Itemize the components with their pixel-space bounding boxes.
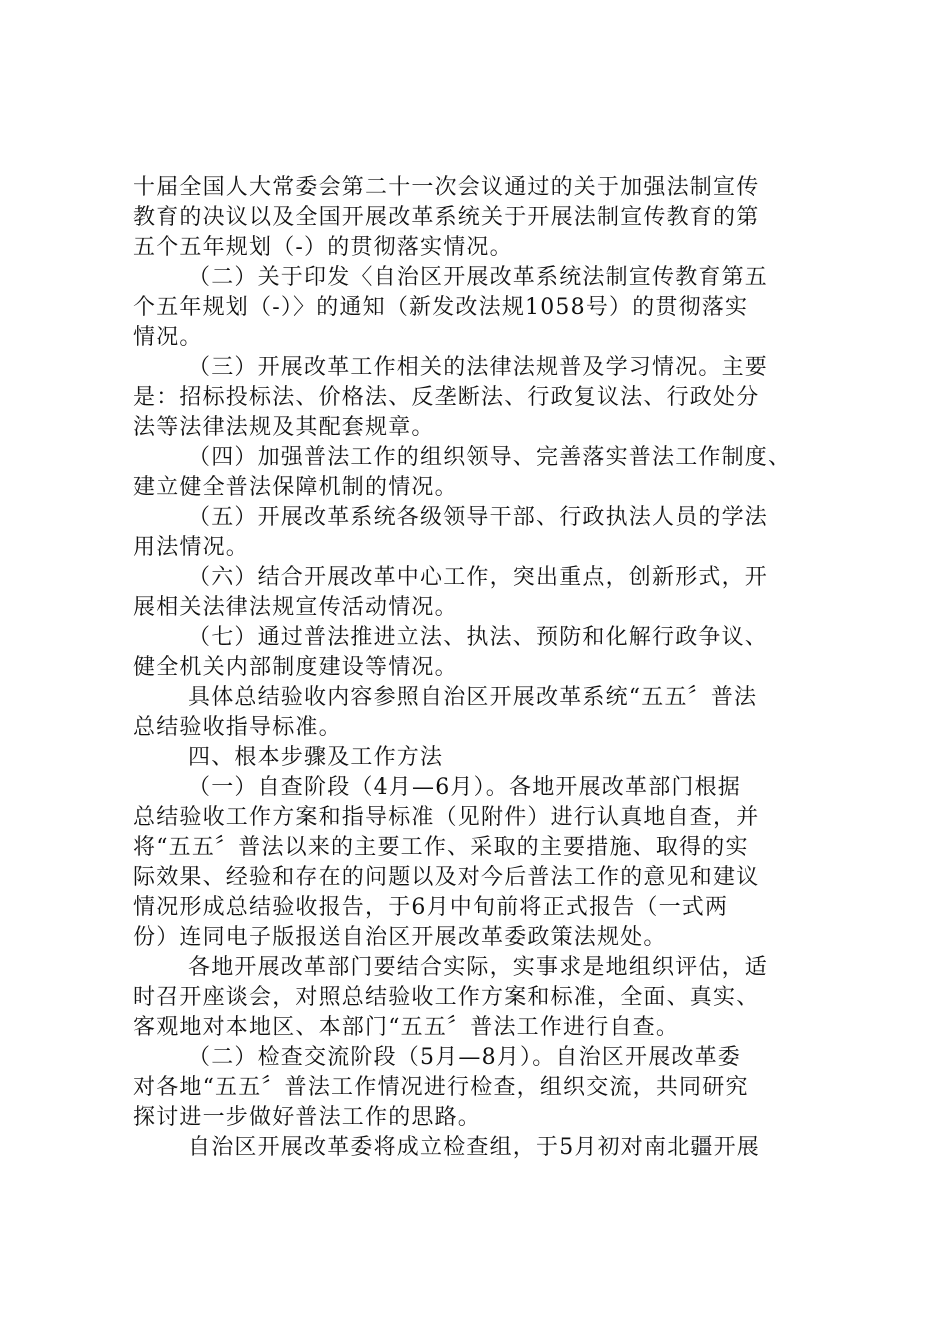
- text-line: 个五年规划（-）〉的通知（新发改法规1058号）的贯彻落实: [133, 295, 749, 320]
- text-line: 健全机关内部制度建设等情况。: [133, 655, 458, 680]
- paragraph-start: （二）关于印发〈自治区开展改革系统法制宣传教育第五: [188, 265, 769, 290]
- paragraph-start: 各地开展改革部门要结合实际，实事求是地组织评估，适: [188, 955, 769, 980]
- paragraph-start: （五）开展改革系统各级领导干部、行政执法人员的学法: [188, 505, 769, 530]
- section-heading: 四、根本步骤及工作方法: [188, 745, 444, 770]
- text-line: 十届全国人大常委会第二十一次会议通过的关于加强法制宣传: [133, 175, 760, 200]
- text-line: 将“五五〞普法以来的主要工作、采取的主要措施、取得的实: [133, 835, 749, 860]
- text-line: 总结验收指导标准。: [133, 715, 342, 740]
- text-line: 法等法律法规及其配套规章。: [133, 415, 435, 440]
- text-line: 建立健全普法保障机制的情况。: [133, 475, 458, 500]
- paragraph-start: （六）结合开展改革中心工作，突出重点，创新形式，开: [188, 565, 769, 590]
- text-line: 是：招标投标法、价格法、反垄断法、行政复议法、行政处分: [133, 385, 760, 410]
- text-line: 探讨进一步做好普法工作的思路。: [133, 1105, 482, 1130]
- paragraph-start: （一）自查阶段（4月—6月）。各地开展改革部门根据: [188, 775, 741, 800]
- text-line: 时召开座谈会，对照总结验收工作方案和标准，全面、真实、: [133, 985, 760, 1010]
- text-line: 五个五年规划（-）的贯彻落实情况。: [133, 235, 513, 260]
- paragraph-start: （四）加强普法工作的组织领导、完善落实普法工作制度、: [188, 445, 792, 470]
- paragraph-start: 自治区开展改革委将成立检查组，于5月初对南北疆开展: [188, 1135, 760, 1160]
- text-line: 展相关法律法规宣传活动情况。: [133, 595, 458, 620]
- text-line: 情况。: [133, 325, 203, 350]
- paragraph-start: （七）通过普法推进立法、执法、预防和化解行政争议、: [188, 625, 769, 650]
- paragraph-start: 具体总结验收内容参照自治区开展改革系统“五五〞普法: [188, 685, 758, 710]
- text-line: 教育的决议以及全国开展改革系统关于开展法制宣传教育的第: [133, 205, 760, 230]
- text-line: 对各地“五五〞普法工作情况进行检查，组织交流，共同研究: [133, 1075, 749, 1100]
- text-line: 份）连同电子版报送自治区开展改革委政策法规处。: [133, 925, 667, 950]
- paragraph-start: （二）检查交流阶段（5月—8月）。自治区开展改革委: [188, 1045, 741, 1070]
- text-line: 际效果、经验和存在的问题以及对今后普法工作的意见和建议: [133, 865, 760, 890]
- text-line: 客观地对本地区、本部门“五五〞普法工作进行自查。: [133, 1015, 680, 1040]
- text-line: 情况形成总结验收报告，于6月中旬前将正式报告（一式两: [133, 895, 729, 920]
- paragraph-start: （三）开展改革工作相关的法律法规普及学习情况。主要: [188, 355, 769, 380]
- body-text: [133, 173, 833, 1163]
- text-line: 总结验收工作方案和指导标准（见附件）进行认真地自查，并: [133, 805, 760, 830]
- text-line: 用法情况。: [133, 535, 250, 560]
